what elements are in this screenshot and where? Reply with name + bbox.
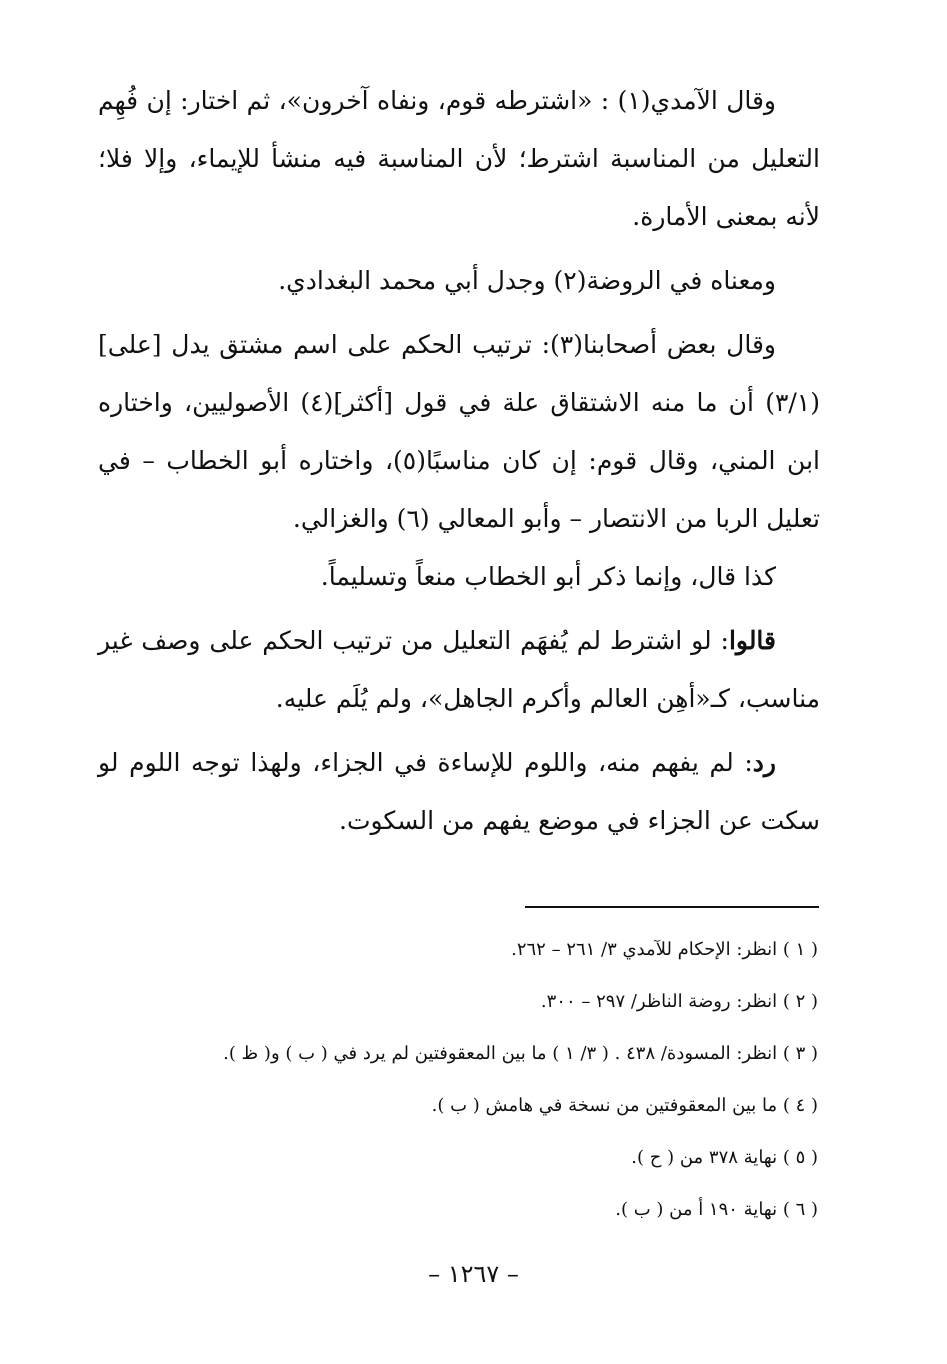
paragraph-lead: رد bbox=[752, 748, 776, 777]
paragraph-text: : لم يفهم منه، واللوم للإساءة في الجزاء، ولهذا توجه اللوم لو سكت عن الجزاء في موضع يفهم من السكوت. bbox=[98, 748, 820, 835]
paragraph-radd bbox=[98, 734, 820, 850]
footnote-divider bbox=[525, 906, 819, 908]
paragraph-text: وقال الآمدي(١) : «اشترطه قوم، ونفاه آخرون»، ثم اختار: إن فُهِم التعليل من المناسبة اشترط؛ لأن المناسبة فيه منشأ للإيماء، وإلا فلا؛ لأنه بمعنى الأمارة. bbox=[98, 86, 820, 231]
paragraph-kadha bbox=[98, 548, 820, 606]
footnote-2: ( ٢ ) انظر: روضة الناظر/ ٢٩٧ – ٣٠٠. bbox=[540, 991, 818, 1012]
footnote-1: ( ١ ) انظر: الإحكام للآمدي ٣/ ٢٦١ – ٢٦٢. bbox=[511, 939, 818, 960]
footnote-4: ( ٤ ) ما بين المعقوفتين من نسخة في هامش ( ب ). bbox=[431, 1095, 818, 1116]
paragraph-text: وقال بعض أصحابنا(٣): ترتيب الحكم على اسم مشتق يدل [على](٣/١) أن ما منه الاشتقاق علة في قول [أكثر](٤) الأصوليين، واختاره ابن المني، وقال قوم: إن كان مناسبًا(٥)، واختاره أبو الخطاب – في تعليل الربا من الانتصار – وأبو المعالي (٦) والغزالي. bbox=[98, 330, 820, 533]
page-number: – ١٢٦٧ – bbox=[428, 1260, 519, 1288]
main-text bbox=[98, 72, 820, 850]
paragraph-text: : لو اشترط لم يُفهَم التعليل من ترتيب الحكم على وصف غير مناسب، كـ«أهِن العالم وأكرم الجاهل»، ولم يُلَم عليه. bbox=[98, 626, 820, 713]
paragraph-amidi bbox=[98, 72, 820, 246]
paragraph-text: ومعناه في الروضة(٢) وجدل أبي محمد البغدادي. bbox=[278, 266, 776, 295]
paragraph-text: كذا قال، وإنما ذكر أبو الخطاب منعاً وتسليماً. bbox=[320, 562, 776, 591]
footnote-6: ( ٦ ) نهاية ١٩٠ أ من ( ب ). bbox=[615, 1199, 818, 1220]
footnotes bbox=[160, 924, 818, 1236]
paragraph-qalu bbox=[98, 612, 820, 728]
paragraph-lead: قالوا bbox=[728, 626, 776, 655]
paragraph-ashabuna bbox=[98, 316, 820, 548]
paragraph-rawda bbox=[98, 252, 820, 310]
footnote-5: ( ٥ ) نهاية ٣٧٨ من ( ح ). bbox=[631, 1147, 818, 1168]
footnote-3: ( ٣ ) انظر: المسودة/ ٤٣٨ . ( ٣/ ١ ) ما بين المعقوفتين لم يرد في ( ب ) و( ظ ). bbox=[223, 1043, 818, 1064]
